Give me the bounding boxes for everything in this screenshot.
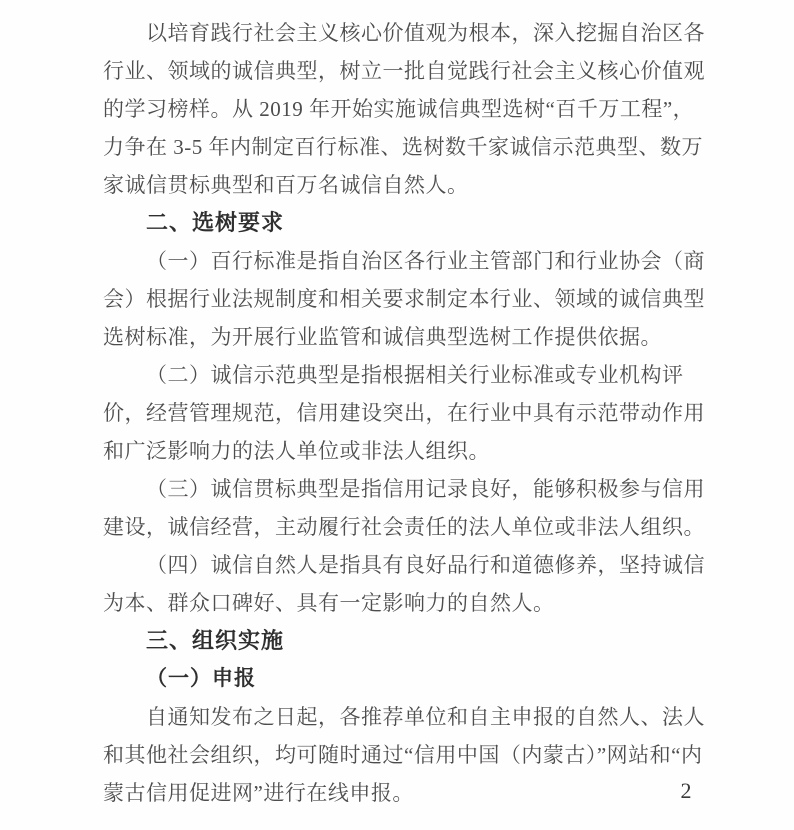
body-line: 行业、领域的诚信典型，树立一批自觉践行社会主义核心价值观 — [103, 59, 705, 83]
body-line: （二）诚信示范典型是指根据相关行业标准或专业机构评 — [146, 363, 684, 387]
body-line: 建设，诚信经营，主动履行社会责任的法人单位或非法人组织。 — [103, 515, 705, 539]
body-line: 选树标准，为开展行业监管和诚信典型选树工作提供依据。 — [103, 325, 662, 349]
body-line: 自通知发布之日起，各推荐单位和自主申报的自然人、法人 — [146, 705, 705, 729]
body-line: （四）诚信自然人是指具有良好品行和道德修养，坚持诚信 — [146, 553, 705, 577]
section-heading: 二、选树要求 — [146, 210, 285, 235]
body-line: 和广泛影响力的法人单位或非法人组织。 — [103, 439, 490, 463]
body-line: 力争在 3-5 年内制定百行标准、选树数千家诚信示范典型、数万 — [103, 135, 703, 159]
body-line: 的学习榜样。从 2019 年开始实施诚信典型选树“百千万工程”， — [103, 97, 695, 121]
body-line: 蒙古信用促进网”进行在线申报。 — [103, 781, 414, 805]
body-line: 家诚信贯标典型和百万名诚信自然人。 — [103, 173, 469, 197]
body-line: 以培育践行社会主义核心价值观为根本，深入挖掘自治区各 — [146, 21, 705, 45]
body-line: 和其他社会组织，均可随时通过“信用中国（内蒙古）”网站和“内 — [103, 743, 703, 767]
body-line: 会）根据行业法规制度和相关要求制定本行业、领域的诚信典型 — [103, 287, 705, 311]
page-number: 2 — [680, 778, 692, 803]
body-line: （一）百行标准是指自治区各行业主管部门和行业协会（商 — [146, 249, 705, 273]
subsection-heading: （一）申报 — [146, 667, 256, 690]
document-body — [103, 14, 705, 812]
body-line: 为本、群众口碑好、具有一定影响力的自然人。 — [103, 591, 555, 615]
body-line: （三）诚信贯标典型是指信用记录良好，能够积极参与信用 — [146, 477, 705, 501]
section-heading: 三、组织实施 — [146, 628, 285, 653]
body-line: 价，经营管理规范，信用建设突出，在行业中具有示范带动作用 — [103, 401, 705, 425]
